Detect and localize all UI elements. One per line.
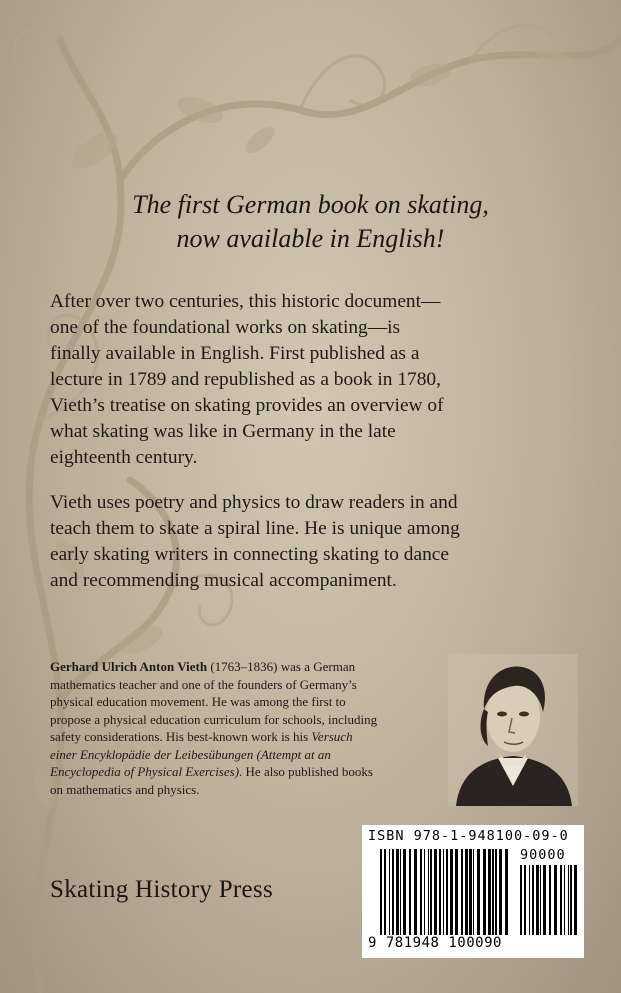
paragraph-line: Vieth’s treatise on skating provides an overview of: [50, 395, 444, 416]
paragraph-line: eighteenth century.: [50, 447, 198, 468]
barcode-bar: [520, 865, 522, 935]
barcode-bar: [540, 865, 541, 935]
paragraph-line: finally available in English. First published as a: [50, 343, 420, 364]
barcode-bar: [414, 849, 417, 935]
barcode-bar: [461, 849, 463, 935]
barcode-bar: [420, 849, 422, 935]
publisher-name: Skating History Press: [50, 876, 273, 903]
barcode-bar: [396, 849, 399, 935]
barcode-digits: 9 781948 100090: [368, 935, 502, 951]
barcode-bar: [380, 849, 382, 935]
barcode-bar: [568, 865, 569, 935]
paragraph-line: After over two centuries, this historic document—: [50, 291, 441, 312]
author-name: Gerhard Ulrich Anton Vieth: [50, 659, 208, 674]
paragraph-line: lecture in 1789 and republished as a book in 1780,: [50, 369, 441, 390]
description-paragraph-2: [50, 490, 572, 594]
barcode-bar: [554, 865, 557, 935]
author-biography: [50, 658, 440, 798]
barcode-bar: [465, 849, 468, 935]
barcode-bar: [439, 849, 441, 935]
barcode-bar: [430, 849, 432, 935]
paragraph-line: teach them to skate a spiral line. He is unique among: [50, 518, 460, 539]
barcode-bar: [424, 849, 425, 935]
bio-line: einer Encyklopädie der Leibesübungen (Attempt at an: [50, 746, 331, 762]
paragraph-line: what skating was like in Germany in the late: [50, 421, 396, 442]
barcode-bar: [428, 849, 429, 935]
barcode-bar: [549, 865, 551, 935]
barcode-bar: [499, 849, 502, 935]
barcode-bar: [469, 849, 472, 935]
barcode-bar: [446, 849, 448, 935]
description-paragraph-1: [50, 289, 572, 471]
barcode-bar: [495, 849, 497, 935]
barcode-bar: [403, 849, 406, 935]
tagline-line-2: now available in English!: [176, 224, 445, 253]
bio-line: propose a physical education curriculum for schools, including: [50, 711, 378, 727]
barcode-bar: [505, 849, 508, 935]
bio-line: Gerhard Ulrich Anton Vieth (1763–1836) was a German: [50, 659, 356, 674]
barcode-bar: [392, 849, 394, 935]
bio-line: on mathematics and physics.: [50, 781, 200, 797]
barcode-bar: [543, 865, 546, 935]
barcode-bar: [536, 865, 539, 935]
bio-line: physical education movement. He was among the first to: [50, 694, 346, 709]
barcode-bar: [443, 849, 444, 935]
bio-line: safety considerations. His best-known work is his Versuch: [50, 729, 353, 744]
barcode-bar: [532, 865, 534, 935]
barcode-bar: [384, 849, 386, 935]
tagline-line-1: The first German book on skating,: [132, 190, 489, 219]
barcode-bar: [529, 865, 530, 935]
barcode-bar: [524, 865, 526, 935]
barcode-bar: [483, 849, 486, 935]
barcode-bar: [400, 849, 401, 935]
barcode-bar: [389, 849, 390, 935]
barcode-bar: [564, 865, 565, 935]
barcode-bar: [434, 849, 437, 935]
bio-line: mathematics teacher and one of the founders of Germany’s: [50, 676, 357, 692]
barcode-bar: [409, 849, 411, 935]
isbn-barcode: [362, 825, 584, 958]
barcode-bar: [473, 849, 474, 935]
barcode-bar: [455, 849, 458, 935]
paragraph-line: and recommending musical accompaniment.: [50, 570, 397, 591]
paragraph-line: Vieth uses poetry and physics to draw readers in and: [50, 492, 458, 513]
price-code: 90000: [520, 847, 566, 863]
barcode-bar: [450, 849, 453, 935]
barcode-bar: [477, 849, 480, 935]
author-portrait: [448, 654, 578, 806]
barcode-bar: [570, 865, 572, 935]
barcode-bar: [560, 865, 562, 935]
bio-line: Encyclopedia of Physical Exercises). He also published books: [50, 764, 373, 779]
barcode-bar: [488, 849, 491, 935]
barcode-bar: [574, 865, 577, 935]
barcode-bar: [492, 849, 494, 935]
paragraph-line: early skating writers in connecting skating to dance: [50, 544, 450, 565]
paragraph-line: one of the foundational works on skating—is: [50, 317, 401, 338]
isbn-label: ISBN 978-1-948100-09-0: [368, 828, 569, 844]
